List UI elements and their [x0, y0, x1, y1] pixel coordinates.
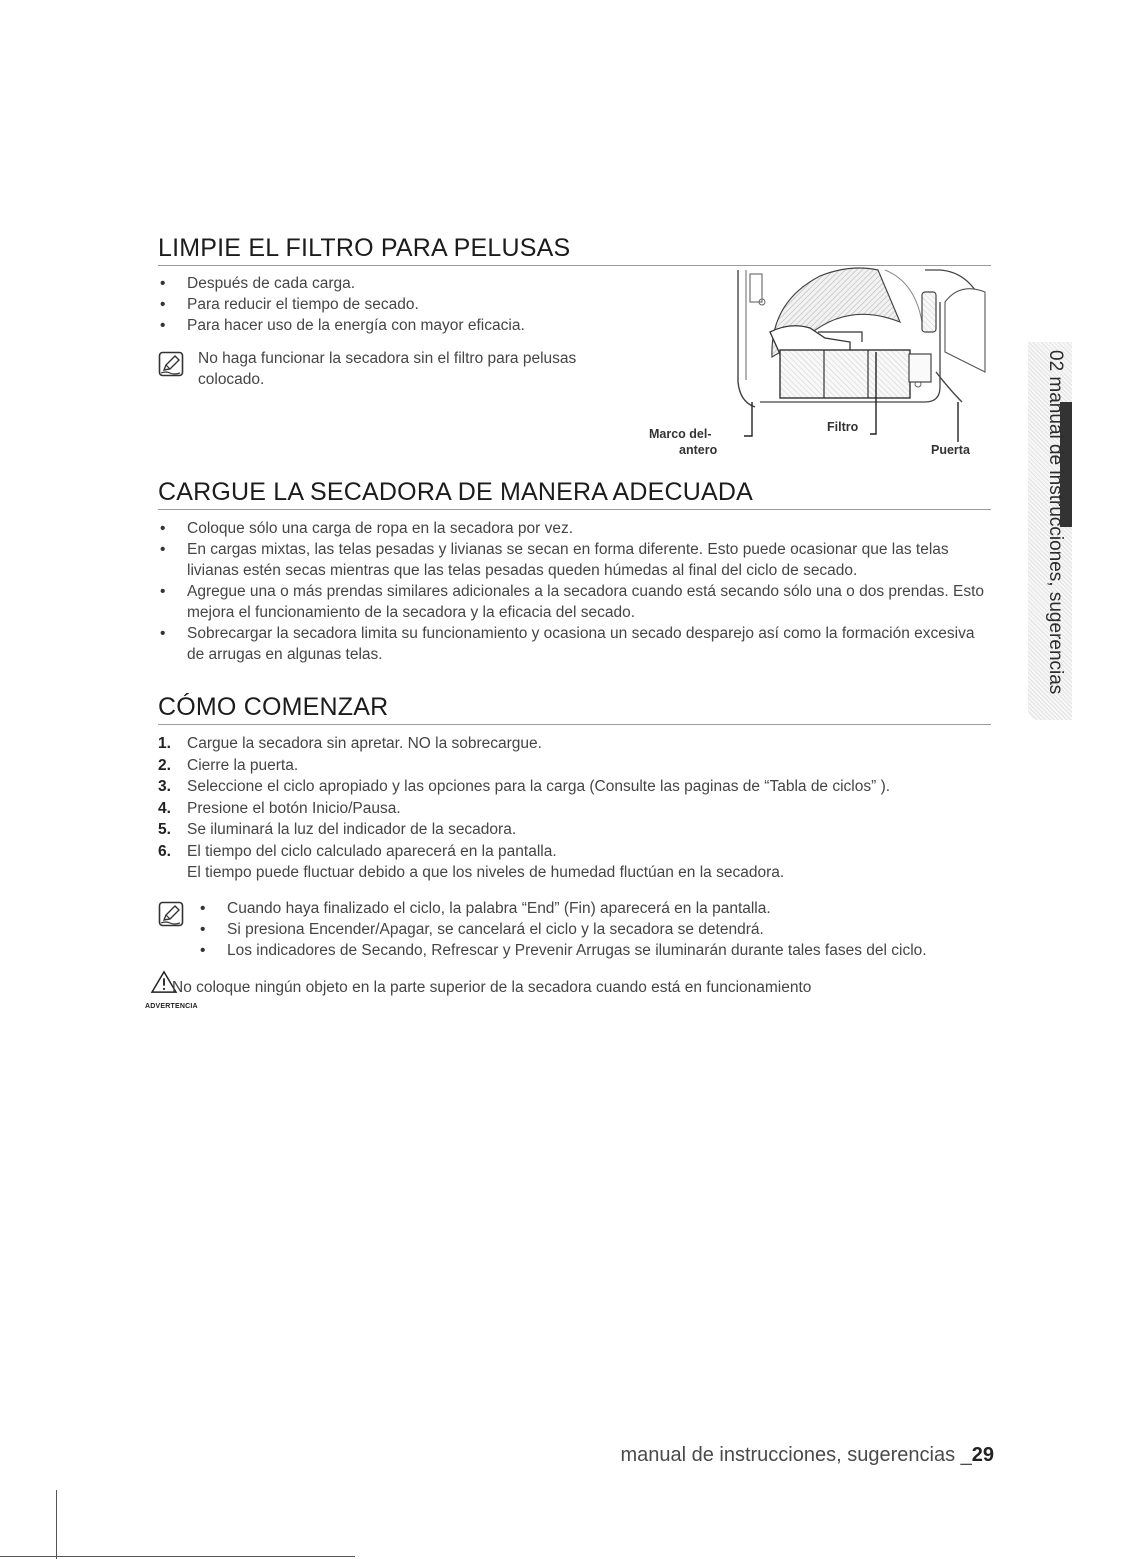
- list-item: • Si presiona Encender/Apagar, se cancelará el ciclo y la secadora se detendrá.: [198, 919, 991, 940]
- warning-label: ADVERTENCIA: [145, 1002, 198, 1010]
- note-bullets: [198, 898, 991, 961]
- list-item: • Después de cada carga.: [158, 273, 991, 294]
- label-front-frame-cont: antero: [679, 443, 718, 457]
- note-pencil-icon: [158, 901, 184, 927]
- label-filter: Filtro: [827, 420, 859, 434]
- step-item: 4. Presione el botón Inicio/Pausa.: [158, 799, 401, 817]
- section-getting-started: [145, 692, 991, 1010]
- list-item: • Para hacer uso de la energía con mayor eficacia.: [158, 315, 991, 336]
- note-pencil-icon: [158, 351, 184, 377]
- lint-filter-note: [158, 348, 638, 390]
- list-item: • Sobrecargar la secadora limita su funcionamiento y ocasiona un secado desparejo así como la formación excesiva de arrugas en algunas telas.: [158, 623, 991, 665]
- section-load-dryer: [158, 477, 991, 665]
- note-text: No haga funcionar la secadora sin el filtro para pelusas colocado.: [198, 350, 577, 388]
- list-item: • Los indicadores de Secando, Refrescar y Prevenir Arrugas se iluminarán durante tales fases del ciclo.: [198, 940, 991, 961]
- list-item: • Cuando haya finalizado el ciclo, la palabra “End” (Fin) aparecerá en la pantalla.: [198, 898, 991, 919]
- label-front-frame: Marco del-: [649, 427, 712, 441]
- chapter-side-tab-label: 02 manual de instrucciones, sugerencias: [1045, 350, 1066, 695]
- step-item: 3. Seleccione el ciclo apropiado y las opciones para la carga (Consulte las paginas de “Tabla de ciclos” ).: [158, 778, 891, 795]
- section-title-getting-started: CÓMO COMENZAR: [158, 692, 991, 725]
- page-footer: [610, 1444, 994, 1467]
- list-item: • En cargas mixtas, las telas pesadas y livianas se secan en forma diferente. Esto puede ocasionar que las telas livianas estén secas mientras que las telas pesadas queden húmedas al final del ciclo de secado.: [158, 539, 991, 581]
- step-item: 1. Cargue la secadora sin apretar. NO la sobrecargue.: [158, 735, 542, 752]
- page-number: 29: [971, 1444, 994, 1466]
- list-item: • Para reducir el tiempo de secado.: [158, 294, 991, 315]
- step-6-extra: El tiempo puede fluctuar debido a que los niveles de humedad fluctúan en la secadora.: [187, 864, 785, 881]
- footer-text: manual de instrucciones, sugerencias _: [620, 1444, 972, 1466]
- step-item: 2. Cierre la puerta.: [158, 756, 299, 774]
- section-title-load-dryer: CARGUE LA SECADORA DE MANERA ADECUADA: [158, 477, 991, 510]
- warning-text: No coloque ningún objeto en la parte superior de la secadora cuando está en funcionamiento: [172, 978, 812, 996]
- list-item: • Agregue una o más prendas similares adicionales a la secadora cuando está secando sólo una o dos prendas. Esto mejora el funcionamiento de la secadora y la eficacia del secado.: [158, 581, 991, 623]
- list-item: • Coloque sólo una carga de ropa en la secadora por vez.: [158, 518, 991, 539]
- getting-started-note: [158, 898, 991, 961]
- load-dryer-bullets: [158, 518, 991, 665]
- crop-mark-horizontal: [0, 1556, 355, 1557]
- getting-started-steps: [158, 733, 991, 884]
- crop-mark-vertical: [56, 1490, 57, 1559]
- step-item: 5. Se iluminará la luz del indicador de la secadora.: [158, 821, 517, 838]
- step-item: 6. El tiempo del ciclo calculado aparecerá en la pantalla. El tiempo puede fluctuar debido a que los niveles de humedad fluctúan en la secadora.: [158, 842, 785, 881]
- label-door: Puerta: [931, 443, 970, 457]
- warning-block: [145, 974, 991, 1010]
- section-title-lint-filter: LIMPIE EL FILTRO PARA PELUSAS: [158, 233, 991, 266]
